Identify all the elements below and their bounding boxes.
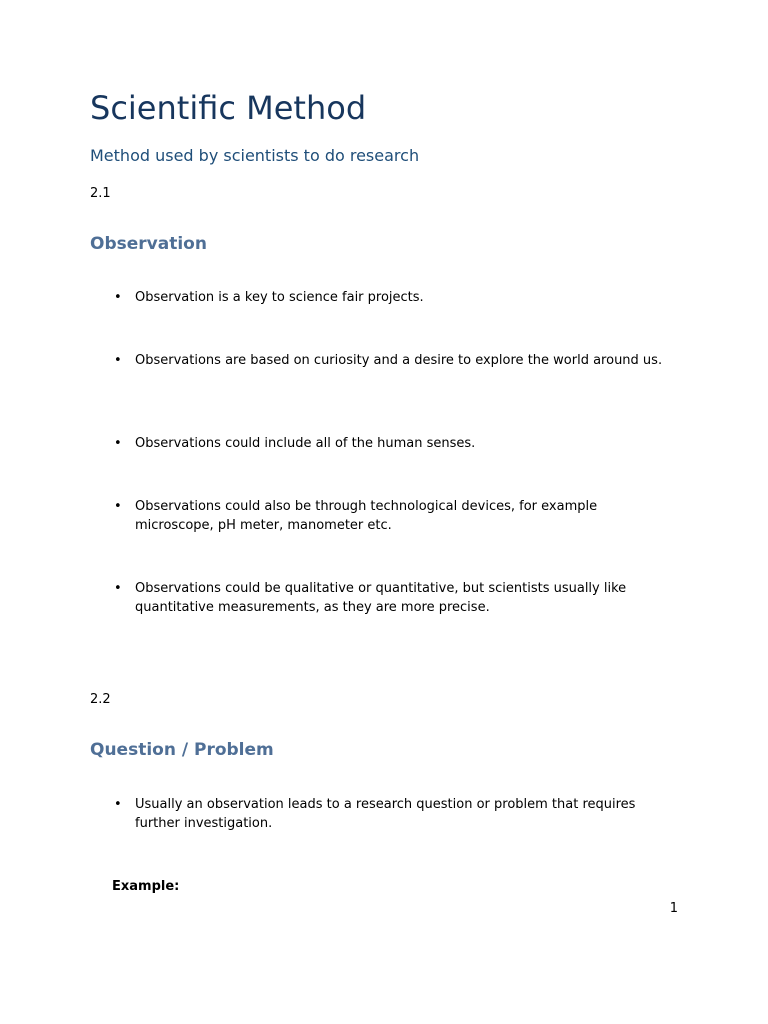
list-item (114, 434, 674, 453)
list-item-text: Observations could be qualitative or quantitative, but scientists usually like quantitative measurements, as they are more precise. (135, 581, 627, 615)
section-number: 2.1 (90, 186, 111, 201)
list-item (114, 288, 674, 307)
bullet-icon: • (114, 353, 122, 368)
document-subtitle: Method used by scientists to do research (90, 146, 420, 165)
list-item (114, 579, 674, 617)
bullet-icon: • (114, 436, 122, 451)
list-item-text: Observations could include all of the human senses. (135, 436, 476, 451)
bullet-icon: • (114, 290, 122, 305)
section-heading: Observation (90, 234, 207, 254)
list-item (114, 795, 674, 833)
bullet-icon: • (114, 499, 122, 514)
bullet-icon: • (114, 581, 122, 596)
page-number: 1 (669, 901, 678, 916)
section-number: 2.2 (90, 692, 111, 707)
list-item (114, 497, 674, 535)
document-title: Scientific Method (90, 89, 367, 127)
list-item-text: Usually an observation leads to a research question or problem that requires further investigation. (135, 797, 636, 831)
list-item-text: Observation is a key to science fair projects. (135, 290, 424, 305)
list-item (114, 351, 674, 370)
example-label: Example: (112, 879, 180, 894)
list-item-text: Observations are based on curiosity and a desire to explore the world around us. (135, 353, 663, 368)
list-item-text: Observations could also be through technological devices, for example microscope, pH meter, manometer etc. (135, 499, 598, 533)
bullet-icon: • (114, 797, 122, 812)
section-heading: Question / Problem (90, 740, 274, 760)
